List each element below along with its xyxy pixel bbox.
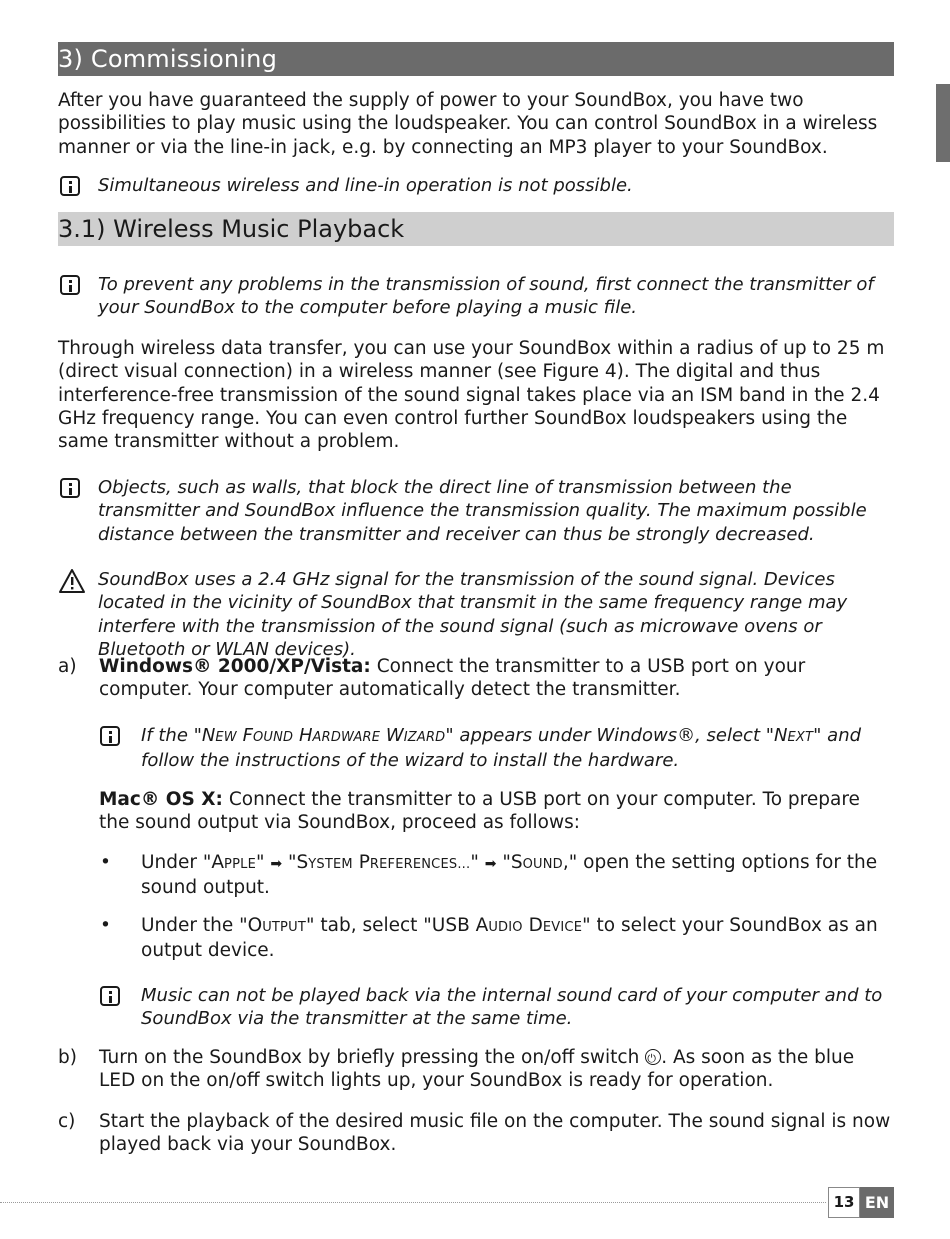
footer-divider xyxy=(0,1202,826,1203)
subsection-heading: 3.1) Wireless Music Playback xyxy=(58,212,894,246)
mac-body: Connect the transmitter to a USB port on your computer. To prepare the sound output via SoundBox, proceed as follows: xyxy=(99,789,860,834)
mac-title: Mac® OS X: xyxy=(99,789,223,810)
info-icon xyxy=(60,275,80,295)
intro-paragraph: After you have guaranteed the supply of power to your SoundBox, you have two possibilities to play music using the loudspeaker. You can control SoundBox in a wireless manner or via the line-in jack, e.g. by connecting an MP3 player to your SoundBox. xyxy=(58,90,878,158)
info-icon xyxy=(60,478,80,498)
power-icon xyxy=(645,1049,661,1065)
bullet-marker: • xyxy=(100,852,111,873)
step-c-label: c) xyxy=(58,1111,76,1132)
arrow-right-icon: ➡ xyxy=(484,856,497,872)
wireless-body-paragraph: Through wireless data transfer, you can use your SoundBox within a radius of up to 25 m (direct visual connection) in a wireless manner (see Figure 4). The digital and thus interference-free transmission of the sound signal takes place via an ISM band in the 2.4 GHz frequency range. You can even control further SoundBox loudspeakers using the same transmitter without a problem. xyxy=(58,338,885,453)
warning-icon xyxy=(58,568,86,594)
arrow-right-icon: ➡ xyxy=(270,856,283,872)
step-a-text xyxy=(99,655,894,702)
note-connect-transmitter: To prevent any problems in the transmission of sound, first connect the transmitter of your SoundBox to the computer before playing a music file. xyxy=(98,274,874,319)
bullet-output-tab: Under the "OUTPUT" tab, select "USB AUDIO DEVICE" to select your SoundBox as an output device. xyxy=(141,915,878,962)
warning-interference: SoundBox uses a 2.4 GHz signal for the transmission of the sound signal. Devices located in the vicinity of SoundBox that transmit in the same frequency range may interfere with the transmission of the sound signal (such as microwave ovens or Bluetooth or WLAN devices). xyxy=(98,569,848,660)
section-tab-marker xyxy=(936,84,950,162)
bullet-marker: • xyxy=(100,915,111,936)
step-b-label: b) xyxy=(58,1047,77,1068)
info-icon xyxy=(100,986,120,1006)
bullet-apple-system-preferences: Under "APPLE" ➡ "SYSTEM PREFERENCES..." ➡ "SOUND," open the setting options for the sound output. xyxy=(141,852,878,899)
info-icon xyxy=(100,726,120,746)
info-icon xyxy=(60,176,80,196)
step-c-text: Start the playback of the desired music file on the computer. The sound signal is now played back via your SoundBox. xyxy=(99,1111,891,1156)
note-objects: Objects, such as walls, that block the direct line of transmission between the transmitter and SoundBox influence the transmission quality. The maximum possible distance between the transmitter and receiver can thus be strongly decreased. xyxy=(98,477,867,545)
note-hardware-wizard: If the "NEW FOUND HARDWARE WIZARD" appears under Windows®, select "NEXT" and follow the instructions of the wizard to install the hardware. xyxy=(141,725,862,772)
note-simultaneous: Simultaneous wireless and line-in operation is not possible. xyxy=(98,175,633,196)
mac-instructions xyxy=(99,788,894,835)
language-badge: EN xyxy=(860,1187,894,1218)
step-a-body: Connect the transmitter to a USB port on your computer. Your computer automatically detect the transmitter. xyxy=(99,656,806,701)
section-heading: 3) Commissioning xyxy=(58,42,894,76)
note-internal-sound-card: Music can not be played back via the internal sound card of your computer and to SoundBox via the transmitter at the same time. xyxy=(141,985,883,1030)
windows-title: Windows® 2000/XP/Vista: xyxy=(99,656,371,677)
step-b-text: Turn on the SoundBox by briefly pressing the on/off switch ⏻. As soon as the blue LED on the on/off switch lights up, your SoundBox is ready for operation. xyxy=(99,1046,894,1093)
step-a-label: a) xyxy=(58,656,77,677)
page-number: 13 xyxy=(828,1187,860,1218)
